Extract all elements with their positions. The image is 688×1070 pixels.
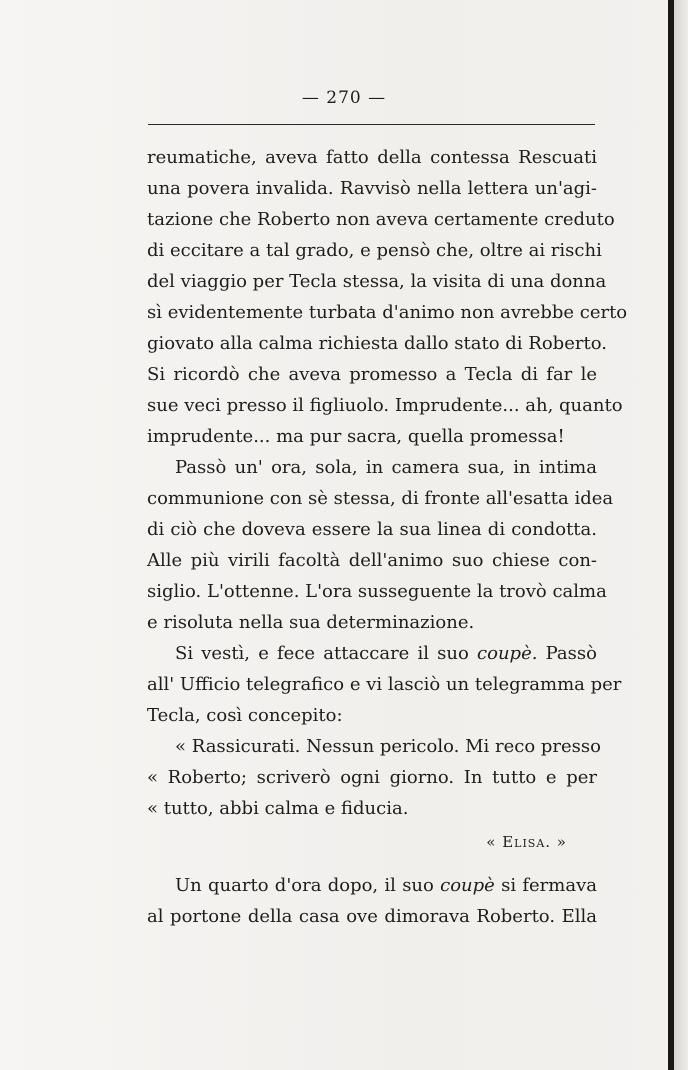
telegram-signature: « Elisa. »: [486, 833, 567, 851]
paragraph-3: [147, 638, 622, 731]
text-line: Alle più virili facoltà dell'animo suo chiese con-: [147, 550, 597, 571]
text-span: Si vestì, e fece attaccare il suo: [175, 643, 469, 664]
text-line: communione con sè stessa, di fronte all'esatta idea: [147, 488, 614, 509]
telegram-quote: [147, 731, 601, 860]
text-line: di eccitare a tal grado, e pensò che, oltre ai rischi: [147, 240, 602, 261]
paragraph-1: [147, 142, 628, 452]
text-line: Passò un' ora, sola, in camera sua, in intima: [175, 457, 597, 478]
text-span: si fermava: [501, 875, 597, 896]
quote-line: « Rassicurati. Nessun pericolo. Mi reco presso: [175, 736, 601, 757]
text-span: Un quarto d'ora dopo, il suo: [175, 875, 434, 896]
paragraph-4: [147, 870, 597, 932]
text-line: Si ricordò che aveva promesso a Tecla di far le: [147, 364, 597, 385]
text-line: una povera invalida. Ravvisò nella lettera un'agi-: [147, 178, 597, 199]
text-line: di ciò che doveva essere la sua linea di condotta.: [147, 519, 597, 540]
italic-word-coupe: coupè: [440, 875, 495, 896]
text-line: [147, 870, 597, 901]
text-line: sì evidentemente turbata d'animo non avrebbe certo: [147, 302, 628, 323]
text-line: reumatiche, aveva fatto della contessa Rescuati: [147, 147, 597, 168]
text-span: Passò: [545, 643, 597, 664]
page-gutter-shadow: [674, 0, 688, 1070]
paragraph-2: [147, 452, 614, 638]
text-line: tazione che Roberto non aveva certamente creduto: [147, 209, 615, 230]
text-line: imprudente... ma pur sacra, quella promessa!: [147, 426, 565, 447]
text-line: sue veci presso il figliuolo. Imprudente... ah, quanto: [147, 395, 623, 416]
text-line: e risoluta nella sua determinazione.: [147, 612, 475, 633]
text-line: al portone della casa ove dimorava Roberto. Ella: [147, 906, 597, 927]
text-line: del viaggio per Tecla stessa, la visita di una donna: [147, 271, 607, 292]
italic-word-coupe: coupè.: [477, 643, 538, 664]
text-line: all' Ufficio telegrafico e vi lasciò un telegramma per: [147, 674, 622, 695]
book-spine-edge: [668, 0, 674, 1070]
body-text: [147, 142, 628, 932]
text-line: Tecla, così concepito:: [147, 705, 343, 726]
text-line: giovato alla calma richiesta dallo stato di Roberto.: [147, 333, 607, 354]
page-number: — 270 —: [301, 88, 387, 108]
text-line: [147, 638, 597, 669]
text-line: siglio. L'ottenne. L'ora susseguente la trovò calma: [147, 581, 607, 602]
header-rule: [148, 124, 595, 125]
spacer: [147, 860, 597, 870]
quote-line: « Roberto; scriverò ogni giorno. In tutto e per: [147, 767, 597, 788]
quote-line: « tutto, abbi calma e fiducia.: [147, 798, 409, 819]
